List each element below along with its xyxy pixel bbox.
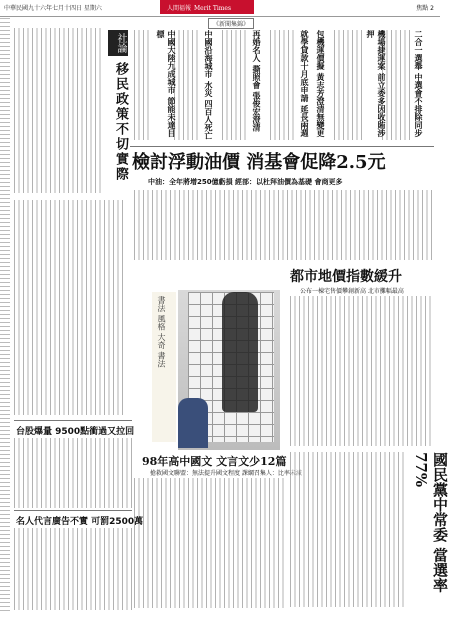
column-headline: 就學貸款十月底申請 延長兩週 bbox=[300, 30, 310, 137]
divider bbox=[130, 146, 434, 147]
editorial-tag: 社論 bbox=[108, 30, 128, 56]
celebrity-ad-headline: 名人代言廣告不實 可罰2500萬 bbox=[16, 517, 144, 527]
left-margin-strip bbox=[0, 18, 10, 613]
divider bbox=[14, 420, 132, 421]
column-body bbox=[134, 30, 152, 140]
main-subheadline: 中油：全年將增250億虧損 經部：以杜拜油價為基礎 會商更多 bbox=[148, 178, 343, 186]
column-headline: 包機運價擬 黃志芳澄清無變更 bbox=[316, 30, 326, 137]
column-headline: 再婚名人 撕照會 張俊宏澄清 bbox=[252, 30, 262, 132]
photo-story-headline: 98年高中國文 文言文少12篇 bbox=[142, 455, 287, 468]
land-price-headline: 都市地價指數緩升 bbox=[290, 269, 402, 285]
section-name: 焦點 bbox=[416, 5, 429, 12]
divider bbox=[14, 510, 132, 511]
editorial-body bbox=[14, 28, 104, 193]
column-headline: 機場捷運案 前立委多因收賄涉押 bbox=[366, 30, 387, 137]
news-roundup-tag: 《新聞集錦》 bbox=[208, 18, 254, 29]
kmt-election-headline: 國民黨中常委 當選率77% bbox=[412, 452, 449, 593]
editorial-title: 移民政策不切實際 bbox=[113, 62, 128, 182]
photo-story-body bbox=[134, 478, 284, 608]
column-headline: 二合一選舉 中選會不排除同步 bbox=[414, 30, 424, 137]
onlooker bbox=[178, 398, 208, 448]
celebrity-ad-body bbox=[14, 528, 132, 610]
editorial-body-lower bbox=[14, 200, 124, 415]
page-label bbox=[416, 3, 434, 12]
main-headline: 檢討浮動油價 消基會促降2.5元 bbox=[132, 152, 386, 173]
land-price-body bbox=[290, 296, 434, 446]
column-body bbox=[222, 30, 248, 140]
stock-body bbox=[14, 438, 132, 508]
column-headline: 中國沿海城市 水災 四百人死亡 bbox=[204, 30, 214, 140]
logo-subtitle: Merit Times bbox=[194, 5, 232, 12]
photo-story-subheadline: 搶救國文聯盟：無法提升國文程度 課綱召集人：比率未減 bbox=[150, 470, 302, 477]
calligraphy-text: 書法 風格 大奇 書法 bbox=[157, 296, 166, 368]
page-number: 2 bbox=[430, 5, 434, 12]
kmt-election-body bbox=[290, 452, 406, 607]
land-price-subheadline: 公布一棟宅售價攀創新高 北市攤幅最高 bbox=[300, 288, 404, 295]
issue-date: 中華民國九十六年七月十四日 星期六 bbox=[4, 5, 102, 12]
newspaper-logo bbox=[160, 0, 254, 14]
logo-text: 人間福報 bbox=[167, 5, 192, 12]
climbing-student bbox=[222, 292, 258, 412]
column-body bbox=[270, 30, 296, 140]
main-article-body bbox=[134, 190, 434, 260]
stock-headline: 台股爆量 9500點衝過又拉回 bbox=[16, 427, 135, 437]
column-headline: 中國大陸九成城市 節能未達目標 bbox=[156, 30, 177, 137]
column-body bbox=[334, 30, 362, 140]
